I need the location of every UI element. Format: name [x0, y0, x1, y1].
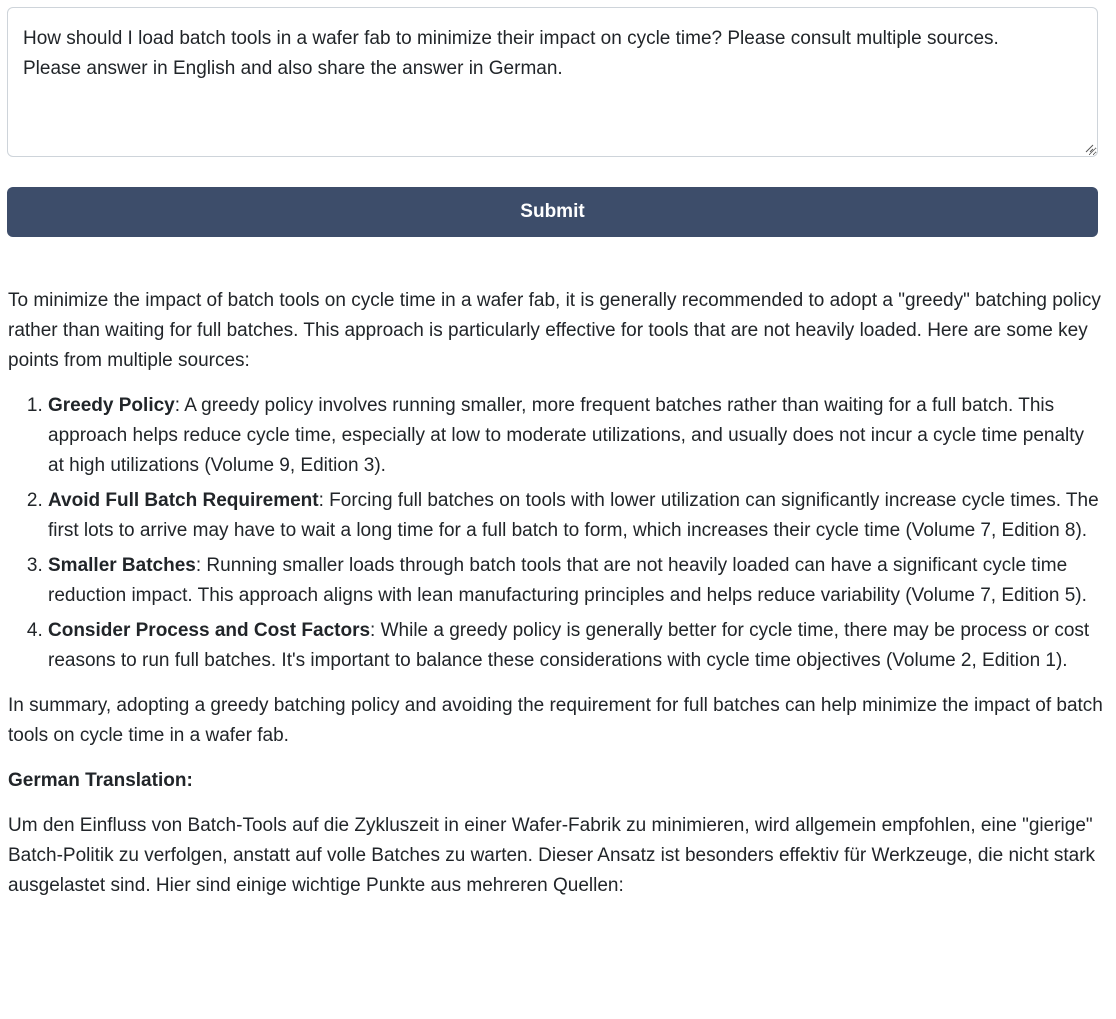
key-points-list — [8, 391, 1103, 676]
answer-content — [8, 286, 1103, 916]
german-heading-text: German Translation: — [8, 770, 193, 791]
list-item-title: Smaller Batches — [48, 555, 196, 576]
resize-handle-icon[interactable] — [1084, 143, 1094, 153]
list-item — [48, 391, 1103, 481]
list-item-text: : A greedy policy involves running smaller, more frequent batches rather than waiting for a full batch. This approach helps reduce cycle time, especially at low to moderate utilizations, and usually does not incur a cycle time penalty at high utilizations (Volume 9, Edition 3). — [48, 395, 1085, 476]
german-intro: Um den Einfluss von Batch-Tools auf die Zykluszeit in einer Wafer-Fabrik zu minimieren, wird allgemein empfohlen, eine "gierige" Batch-Politik zu verfolgen, anstatt auf volle Batches zu warten. Dieser Ansatz ist besonders effektiv für Werkzeuge, die nicht stark ausgelastet sind. Hier sind einige wichtige Punkte aus mehreren Quellen: — [8, 815, 1096, 896]
list-item — [48, 486, 1103, 546]
answer-summary: In summary, adopting a greedy batching policy and avoiding the requirement for full batches can help minimize the impact of batch tools on cycle time in a wafer fab. — [8, 695, 1103, 746]
list-item — [48, 551, 1103, 611]
submit-button[interactable]: Submit — [7, 187, 1098, 237]
list-item-title: Avoid Full Batch Requirement — [48, 490, 319, 511]
german-heading — [8, 766, 1103, 796]
query-input[interactable] — [7, 7, 1098, 157]
list-item-text: : Forcing full batches on tools with lower utilization can significantly increase cycle times. The first lots to arrive may have to wait a long time for a full batch to form, which increases their cycle time (Volume 7, Edition 8). — [48, 490, 1099, 541]
list-item — [48, 616, 1103, 676]
list-item-title: Greedy Policy — [48, 395, 175, 416]
answer-intro: To minimize the impact of batch tools on cycle time in a wafer fab, it is generally recommended to adopt a "greedy" batching policy rather than waiting for full batches. This approach is particularly effective for tools that are not heavily loaded. Here are some key points from multiple sources: — [8, 290, 1101, 371]
list-item-text: : Running smaller loads through batch tools that are not heavily loaded can have a significant cycle time reduction impact. This approach aligns with lean manufacturing principles and helps reduce variability (Volume 7, Edition 5). — [48, 555, 1087, 606]
list-item-text: : While a greedy policy is generally better for cycle time, there may be process or cost reasons to run full batches. It's important to balance these considerations with cycle time objectives (Volume 2, Edition 1). — [48, 620, 1090, 671]
list-item-title: Consider Process and Cost Factors — [48, 620, 371, 641]
